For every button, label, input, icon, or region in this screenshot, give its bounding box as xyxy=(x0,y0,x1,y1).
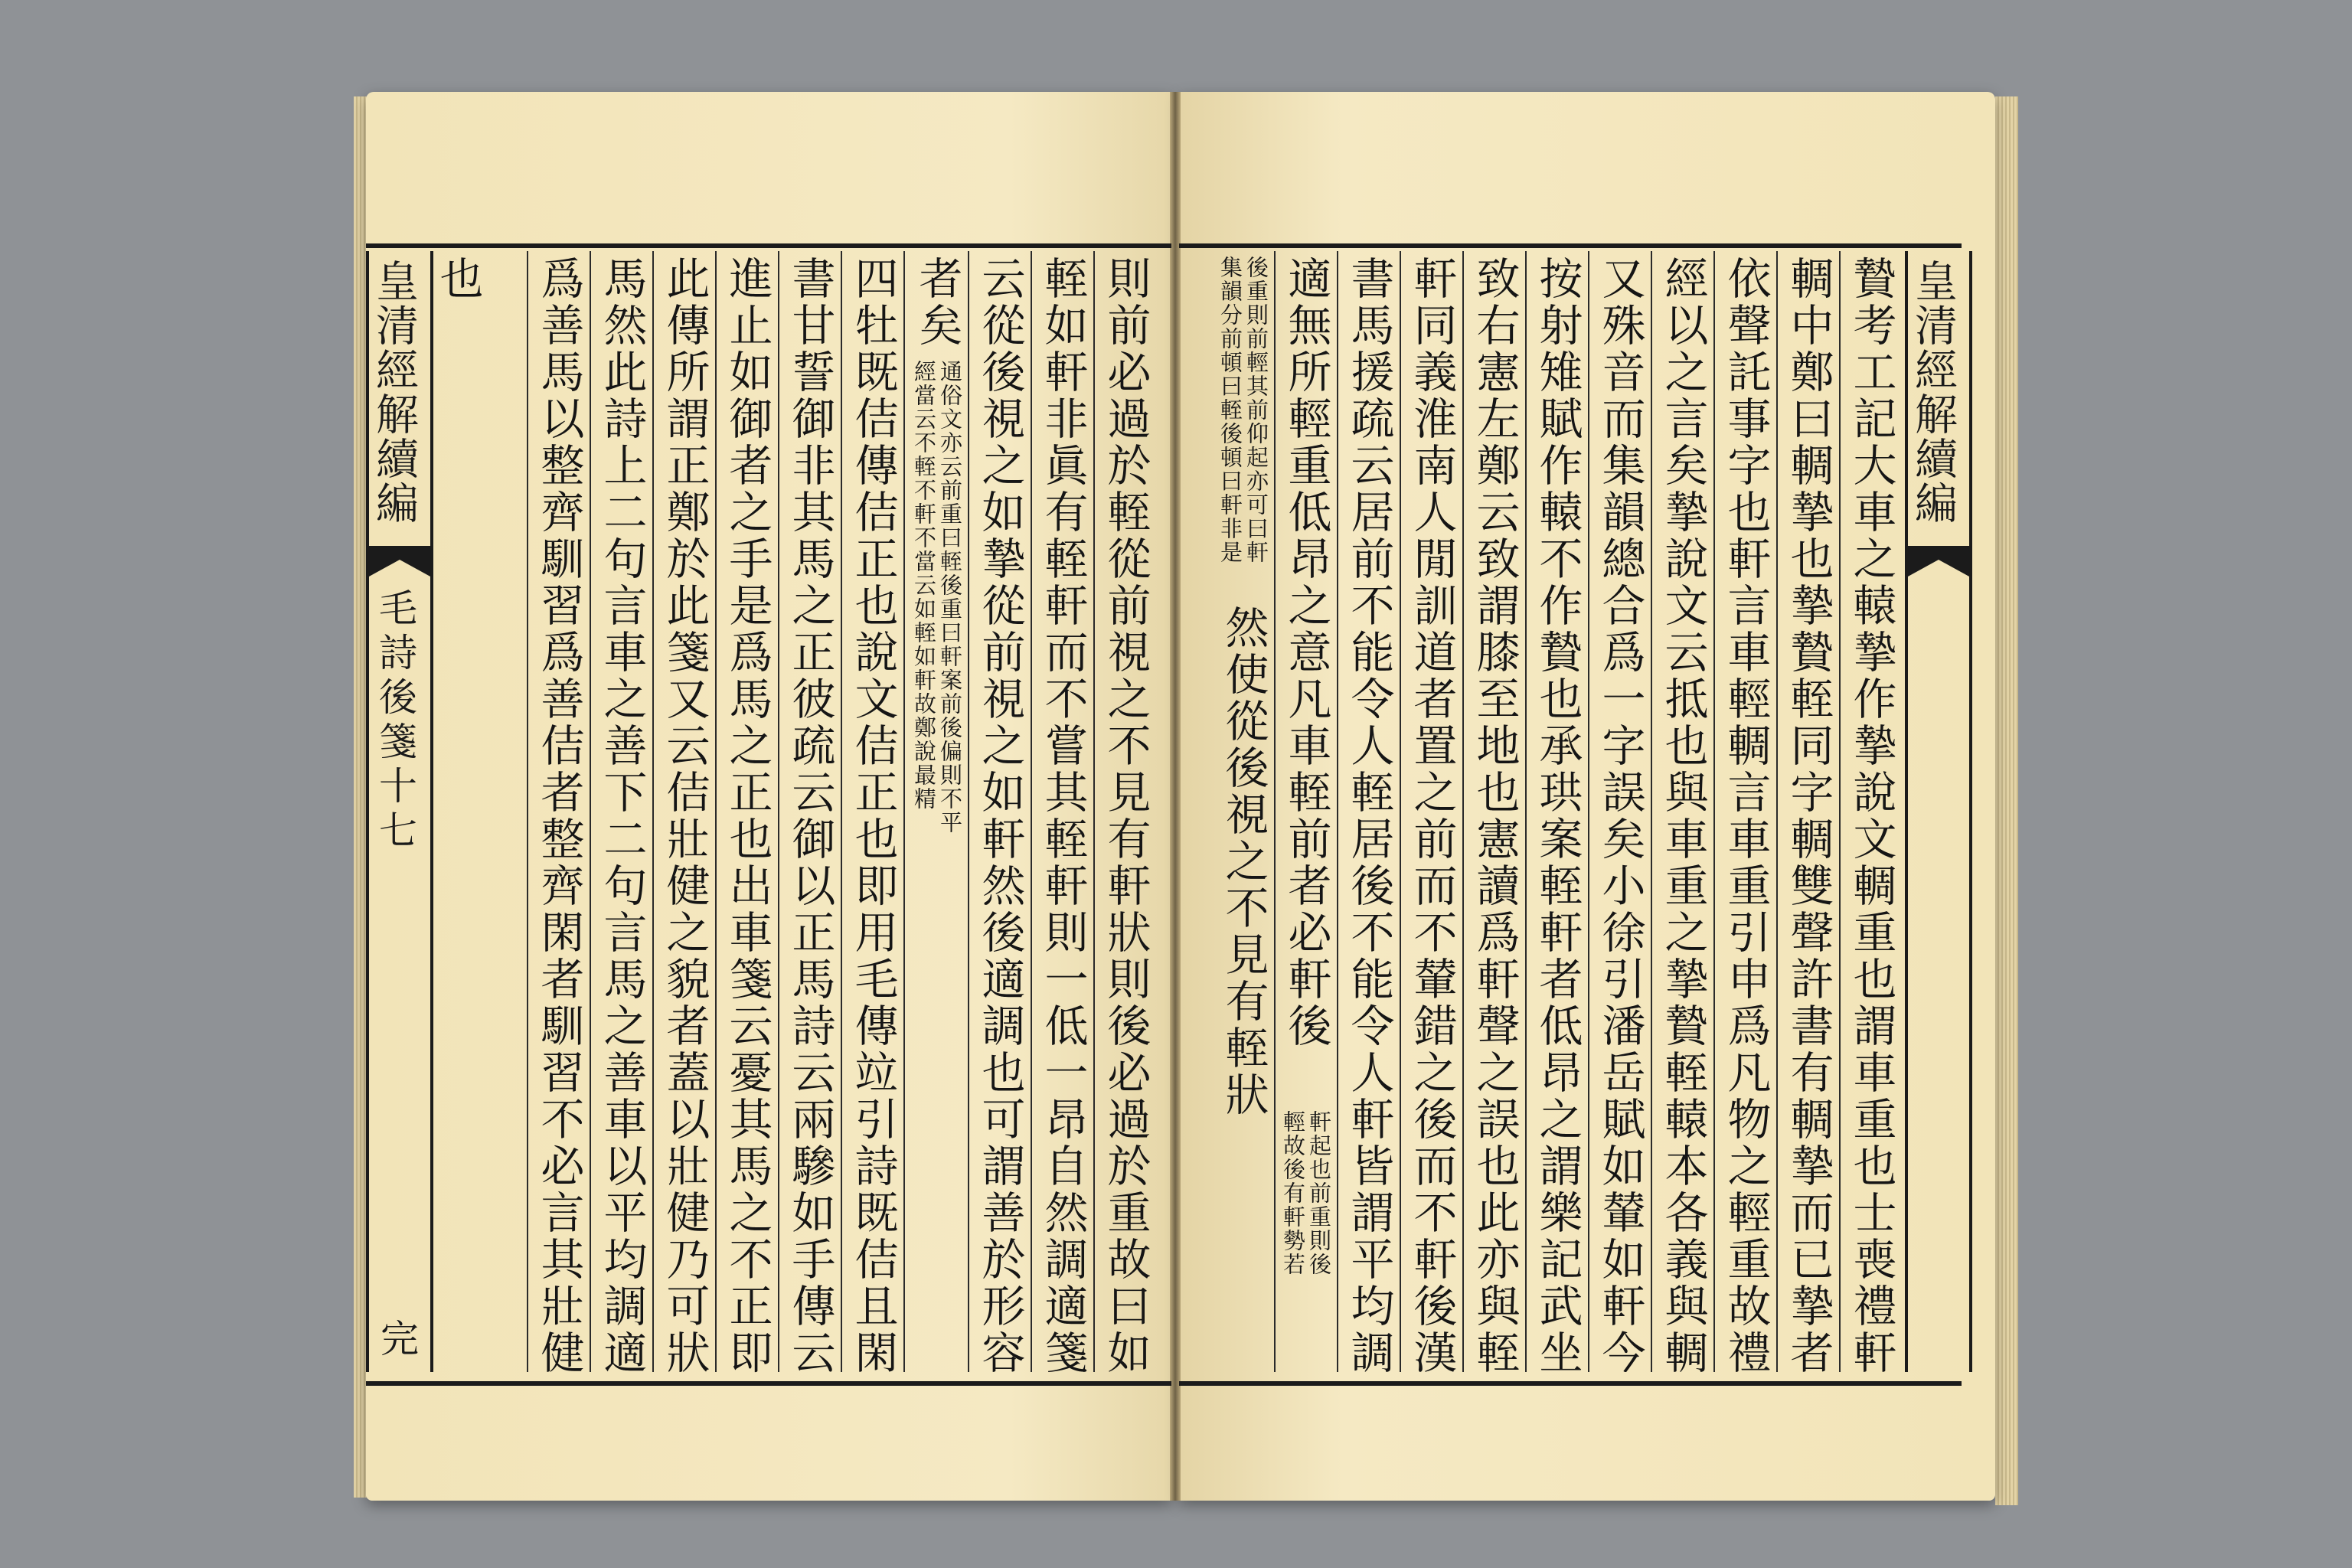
text-column: 則前必過於輊從前視之不見有軒狀則後必過於重故曰如 xyxy=(1100,256,1151,1377)
right-page-edges xyxy=(1995,96,2018,1505)
text-column: 贄考工記大車之轅摯作摯說文輖重也謂車重也士喪禮軒 xyxy=(1846,256,1896,1377)
fishtail-mark xyxy=(1908,546,1969,577)
annotation-line: 集韻分前頓曰輊後頓曰軒非是 xyxy=(1217,256,1243,564)
annotation-line: 經當云不輊不軒不當云如輊如軒故鄭說最精 xyxy=(911,360,937,811)
annotation-line: 軒起也前重則後 xyxy=(1306,1110,1332,1276)
text-column: 經以之言矣摯說文云抵也與車重之摯贄輊轅本各義與輖 xyxy=(1658,256,1708,1377)
left-banner-column xyxy=(366,251,433,1372)
column-rule xyxy=(778,251,779,1372)
annotation-line: 輕故後有軒勢若 xyxy=(1280,1110,1306,1276)
right-banner-column xyxy=(1905,251,1972,1372)
column-rule xyxy=(1031,251,1032,1372)
column-rule xyxy=(1274,251,1276,1372)
left-banner-page-number: 完 xyxy=(374,1318,419,1357)
column-rule xyxy=(1337,251,1338,1372)
text-column: 然使從後視之不見有輊狀 xyxy=(1218,605,1269,1119)
text-column: 進止如御者之手是爲馬之正也出車箋云憂其馬之不正即 xyxy=(722,256,773,1377)
text-column: 四牡既佶傳佶正也說文佶正也即用毛傳竝引詩既佶且閑 xyxy=(848,256,898,1377)
column-rule xyxy=(527,251,528,1372)
text-column: 者矣 xyxy=(912,256,962,349)
left-banner-title: 皇清經解續編 xyxy=(369,259,419,525)
column-rule xyxy=(590,251,591,1372)
annotation-line: 後重則前輕其前仰起亦可曰軒 xyxy=(1243,256,1269,564)
text-column: 按射雉賦作轅不作贄也承珙案輊軒者低昂之謂樂記武坐 xyxy=(1532,256,1583,1377)
column-rule xyxy=(715,251,717,1372)
column-rule xyxy=(1651,251,1652,1372)
text-column: 依聲託事字也軒言車輕輖言車重引申爲凡物之輕重故禮 xyxy=(1720,256,1771,1377)
text-column: 書馬援疏云居前不能令人輊居後不能令人軒皆謂平均調 xyxy=(1344,256,1394,1377)
fishtail-mark xyxy=(369,546,430,577)
text-column: 又殊音而集韻總合爲一字誤矣小徐引潘岳賦如輦如軒今 xyxy=(1595,256,1645,1377)
text-column: 馬然此詩上二句言車之善下二句言馬之善車以平均調適 xyxy=(596,256,647,1377)
text-column: 爲善馬以整齊馴習爲善佶者整齊閑者馴習不必言其壯健 xyxy=(534,256,584,1377)
column-rule xyxy=(1839,251,1841,1372)
text-column: 輊如軒非眞有輊軒而不嘗其輊軒則一低一昂自然調適箋 xyxy=(1037,256,1088,1377)
right-banner-title: 皇清經解續編 xyxy=(1908,259,1958,525)
text-column: 致右憲左鄭云致謂膝至地也憲讀爲軒聲之誤也此亦與輊 xyxy=(1469,256,1520,1377)
column-rule xyxy=(652,251,654,1372)
annotation-line: 通俗文亦云前重曰輊後重曰軒案前後偏則不平 xyxy=(937,360,963,835)
text-column: 也 xyxy=(433,256,483,302)
column-rule xyxy=(968,251,969,1372)
text-column: 書甘誓御非其馬之正彼疏云御以正馬詩云兩驂如手傳云 xyxy=(785,256,835,1377)
text-column: 云從後視之如摯從前視之如軒然後適調也可謂善於形容 xyxy=(975,256,1025,1377)
column-rule xyxy=(1713,251,1715,1372)
text-column: 輖中鄭曰輖摯也摯贄輊同字輖雙聲許書有輖摯而已摯者 xyxy=(1783,256,1834,1377)
column-rule xyxy=(1093,251,1095,1372)
column-rule xyxy=(1525,251,1527,1372)
left-banner-subtitle: 毛詩後箋十七 xyxy=(373,588,417,854)
column-rule xyxy=(903,251,905,1372)
column-rule xyxy=(1462,251,1464,1372)
column-rule xyxy=(1588,251,1589,1372)
column-rule xyxy=(841,251,842,1372)
text-column: 適無所輕重低昂之意凡車輊前者必軒後 xyxy=(1281,256,1331,1050)
text-column: 軒同義淮南人閒訓道者置之前而不輦錯之後而不軒後漢 xyxy=(1406,256,1457,1377)
text-column: 此傳所謂正鄭於此箋又云佶壯健之貌者蓋以壯健乃可狀 xyxy=(659,256,710,1377)
column-rule xyxy=(1776,251,1778,1372)
column-rule xyxy=(1400,251,1401,1372)
